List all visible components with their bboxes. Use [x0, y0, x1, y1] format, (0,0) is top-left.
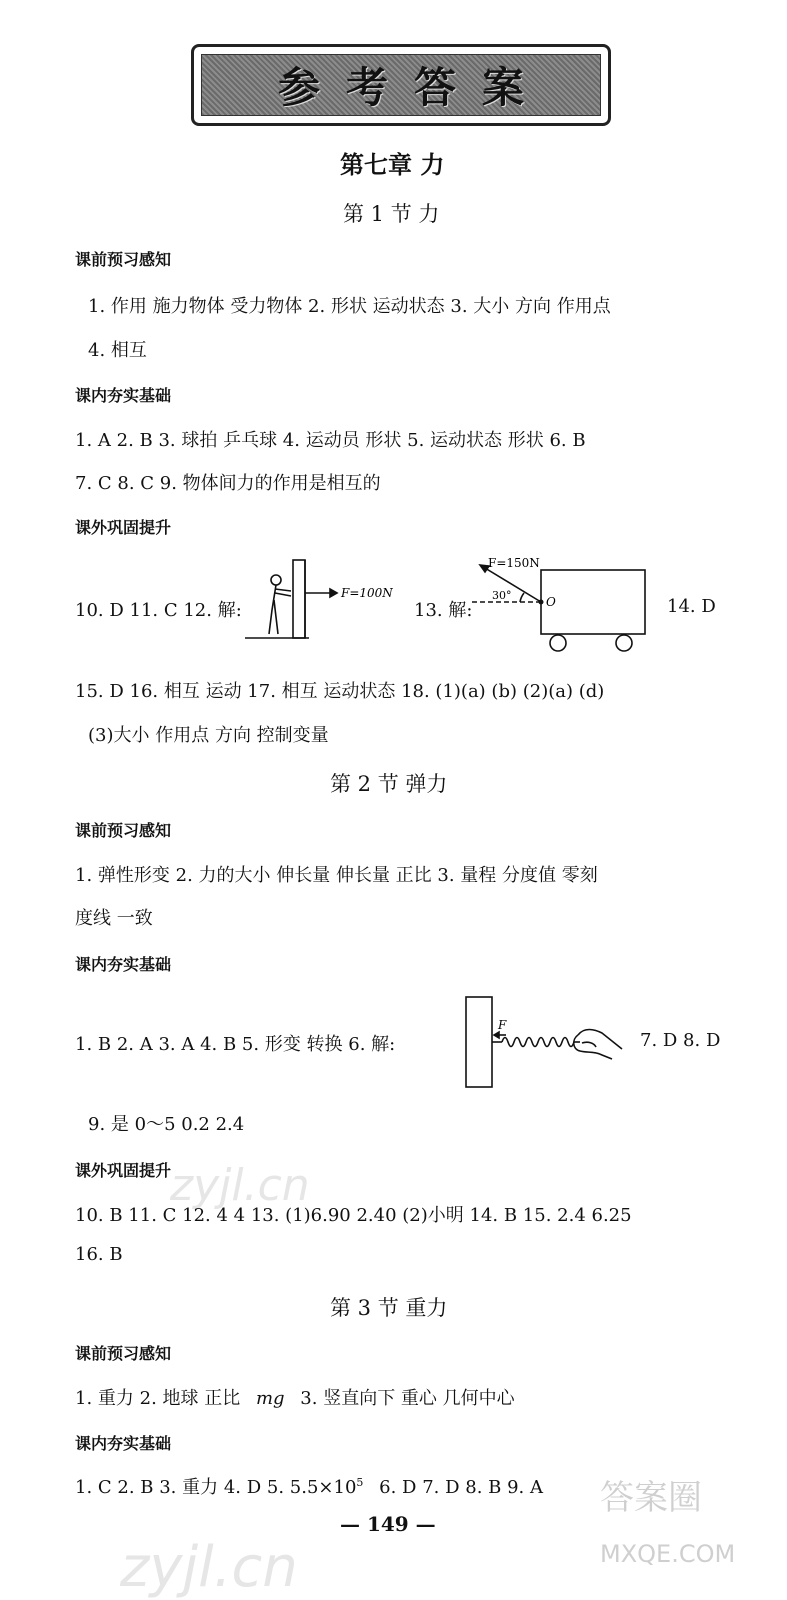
s1-in-line-1: 1. A 2. B 3. 球拍 乒乓球 4. 运动员 形状 5. 运动状态 形状 6. B [75, 430, 586, 451]
s3-pre-line-1a: 1. 重力 2. 地球 正比 [75, 1388, 241, 1409]
answer-key-banner [191, 44, 611, 126]
s1-ex-line-1a: 10. D 11. C 12. 解: [75, 600, 242, 621]
banner-title: 参考答案 [277, 63, 550, 112]
s2-pre-line-2: 度线 一致 [75, 908, 153, 929]
section-3-title: 第 3 节 重力 [330, 1296, 448, 1320]
s1-in-line-2: 7. C 8. C 9. 物体间力的作用是相互的 [75, 473, 381, 494]
s3-in-exponent: 5 [356, 1476, 364, 1489]
page-number: — 149 — [340, 1512, 436, 1536]
s1-ex-line-1b: 13. 解: [414, 600, 473, 621]
s2-ex-label: 课外巩固提升 [75, 1161, 172, 1180]
s1-ex-line-3: (3)大小 作用点 方向 控制变量 [88, 725, 329, 746]
s1-pre-line-2: 4. 相互 [88, 340, 147, 361]
s2-pre-line-1: 1. 弹性形变 2. 力的大小 伸长量 伸长量 正比 3. 量程 分度值 零刻 [75, 865, 598, 886]
s3-in-line-1a: 1. C 2. B 3. 重力 4. D 5. 5.5×10 [75, 1477, 357, 1498]
s2-ex-line-1: 10. B 11. C 12. 4 4 13. (1)6.90 2.40 (2)小明 14. B 15. 2.4 6.25 [75, 1205, 632, 1226]
s3-pre-line-1 [75, 1384, 515, 1410]
s1-pre-label: 课前预习感知 [75, 250, 172, 269]
s2-in-line-2: 9. 是 0～5 0.2 2.4 [88, 1114, 245, 1135]
watermark-zyjl-bottom: zyjl.cn [120, 1535, 298, 1600]
fig13-angle-label: 30° [492, 589, 512, 602]
s2-in-line-1a: 1. B 2. A 3. A 4. B 5. 形变 转换 6. 解: [75, 1034, 396, 1055]
section-2-title: 第 2 节 弹力 [330, 772, 448, 796]
s3-in-line-1 [75, 1473, 543, 1499]
figure-6-spring-hand [462, 995, 630, 1089]
s2-ex-line-2: 16. B [75, 1244, 123, 1265]
figure-13-cart-force [460, 555, 660, 655]
s3-pre-line-1b: 3. 竖直向下 重心 几何中心 [300, 1388, 515, 1409]
s2-in-line-1b: 7. D 8. D [640, 1030, 721, 1051]
s1-pre-line-1: 1. 作用 施力物体 受力物体 2. 形状 运动状态 3. 大小 方向 作用点 [88, 296, 611, 317]
s3-pre-label: 课前预习感知 [75, 1344, 172, 1363]
banner-inner [201, 54, 601, 116]
section-1-title: 第 1 节 力 [343, 202, 440, 226]
s1-ex-line-2: 15. D 16. 相互 运动 17. 相互 运动状态 18. (1)(a) (b) (2)(a) (d) [75, 681, 605, 702]
watermark-mxqe: MXQE.COM [600, 1540, 736, 1568]
s1-ex-line-1c: 14. D [667, 596, 716, 617]
s3-pre-mg: mg [255, 1388, 285, 1409]
s2-pre-label: 课前预习感知 [75, 821, 172, 840]
s3-in-label: 课内夯实基础 [75, 1434, 172, 1453]
s2-in-label: 课内夯实基础 [75, 955, 172, 974]
chapter-title: 第七章 力 [340, 151, 445, 179]
figure-12-person-pushing-wall [245, 558, 405, 642]
s3-in-line-1b: 6. D 7. D 8. B 9. A [379, 1477, 543, 1498]
fig13-force-label: F=150N [488, 556, 540, 570]
fig12-force-label: F=100N [341, 586, 393, 600]
watermark-zyjl-middle: zyjl.cn [170, 1160, 310, 1211]
fig6-force-label: F [498, 1018, 507, 1032]
s1-ex-label: 课外巩固提升 [75, 518, 172, 537]
fig13-point-label: O [546, 595, 556, 609]
watermark-daanquan: 答案圈 [600, 1478, 702, 1518]
s1-in-label: 课内夯实基础 [75, 386, 172, 405]
